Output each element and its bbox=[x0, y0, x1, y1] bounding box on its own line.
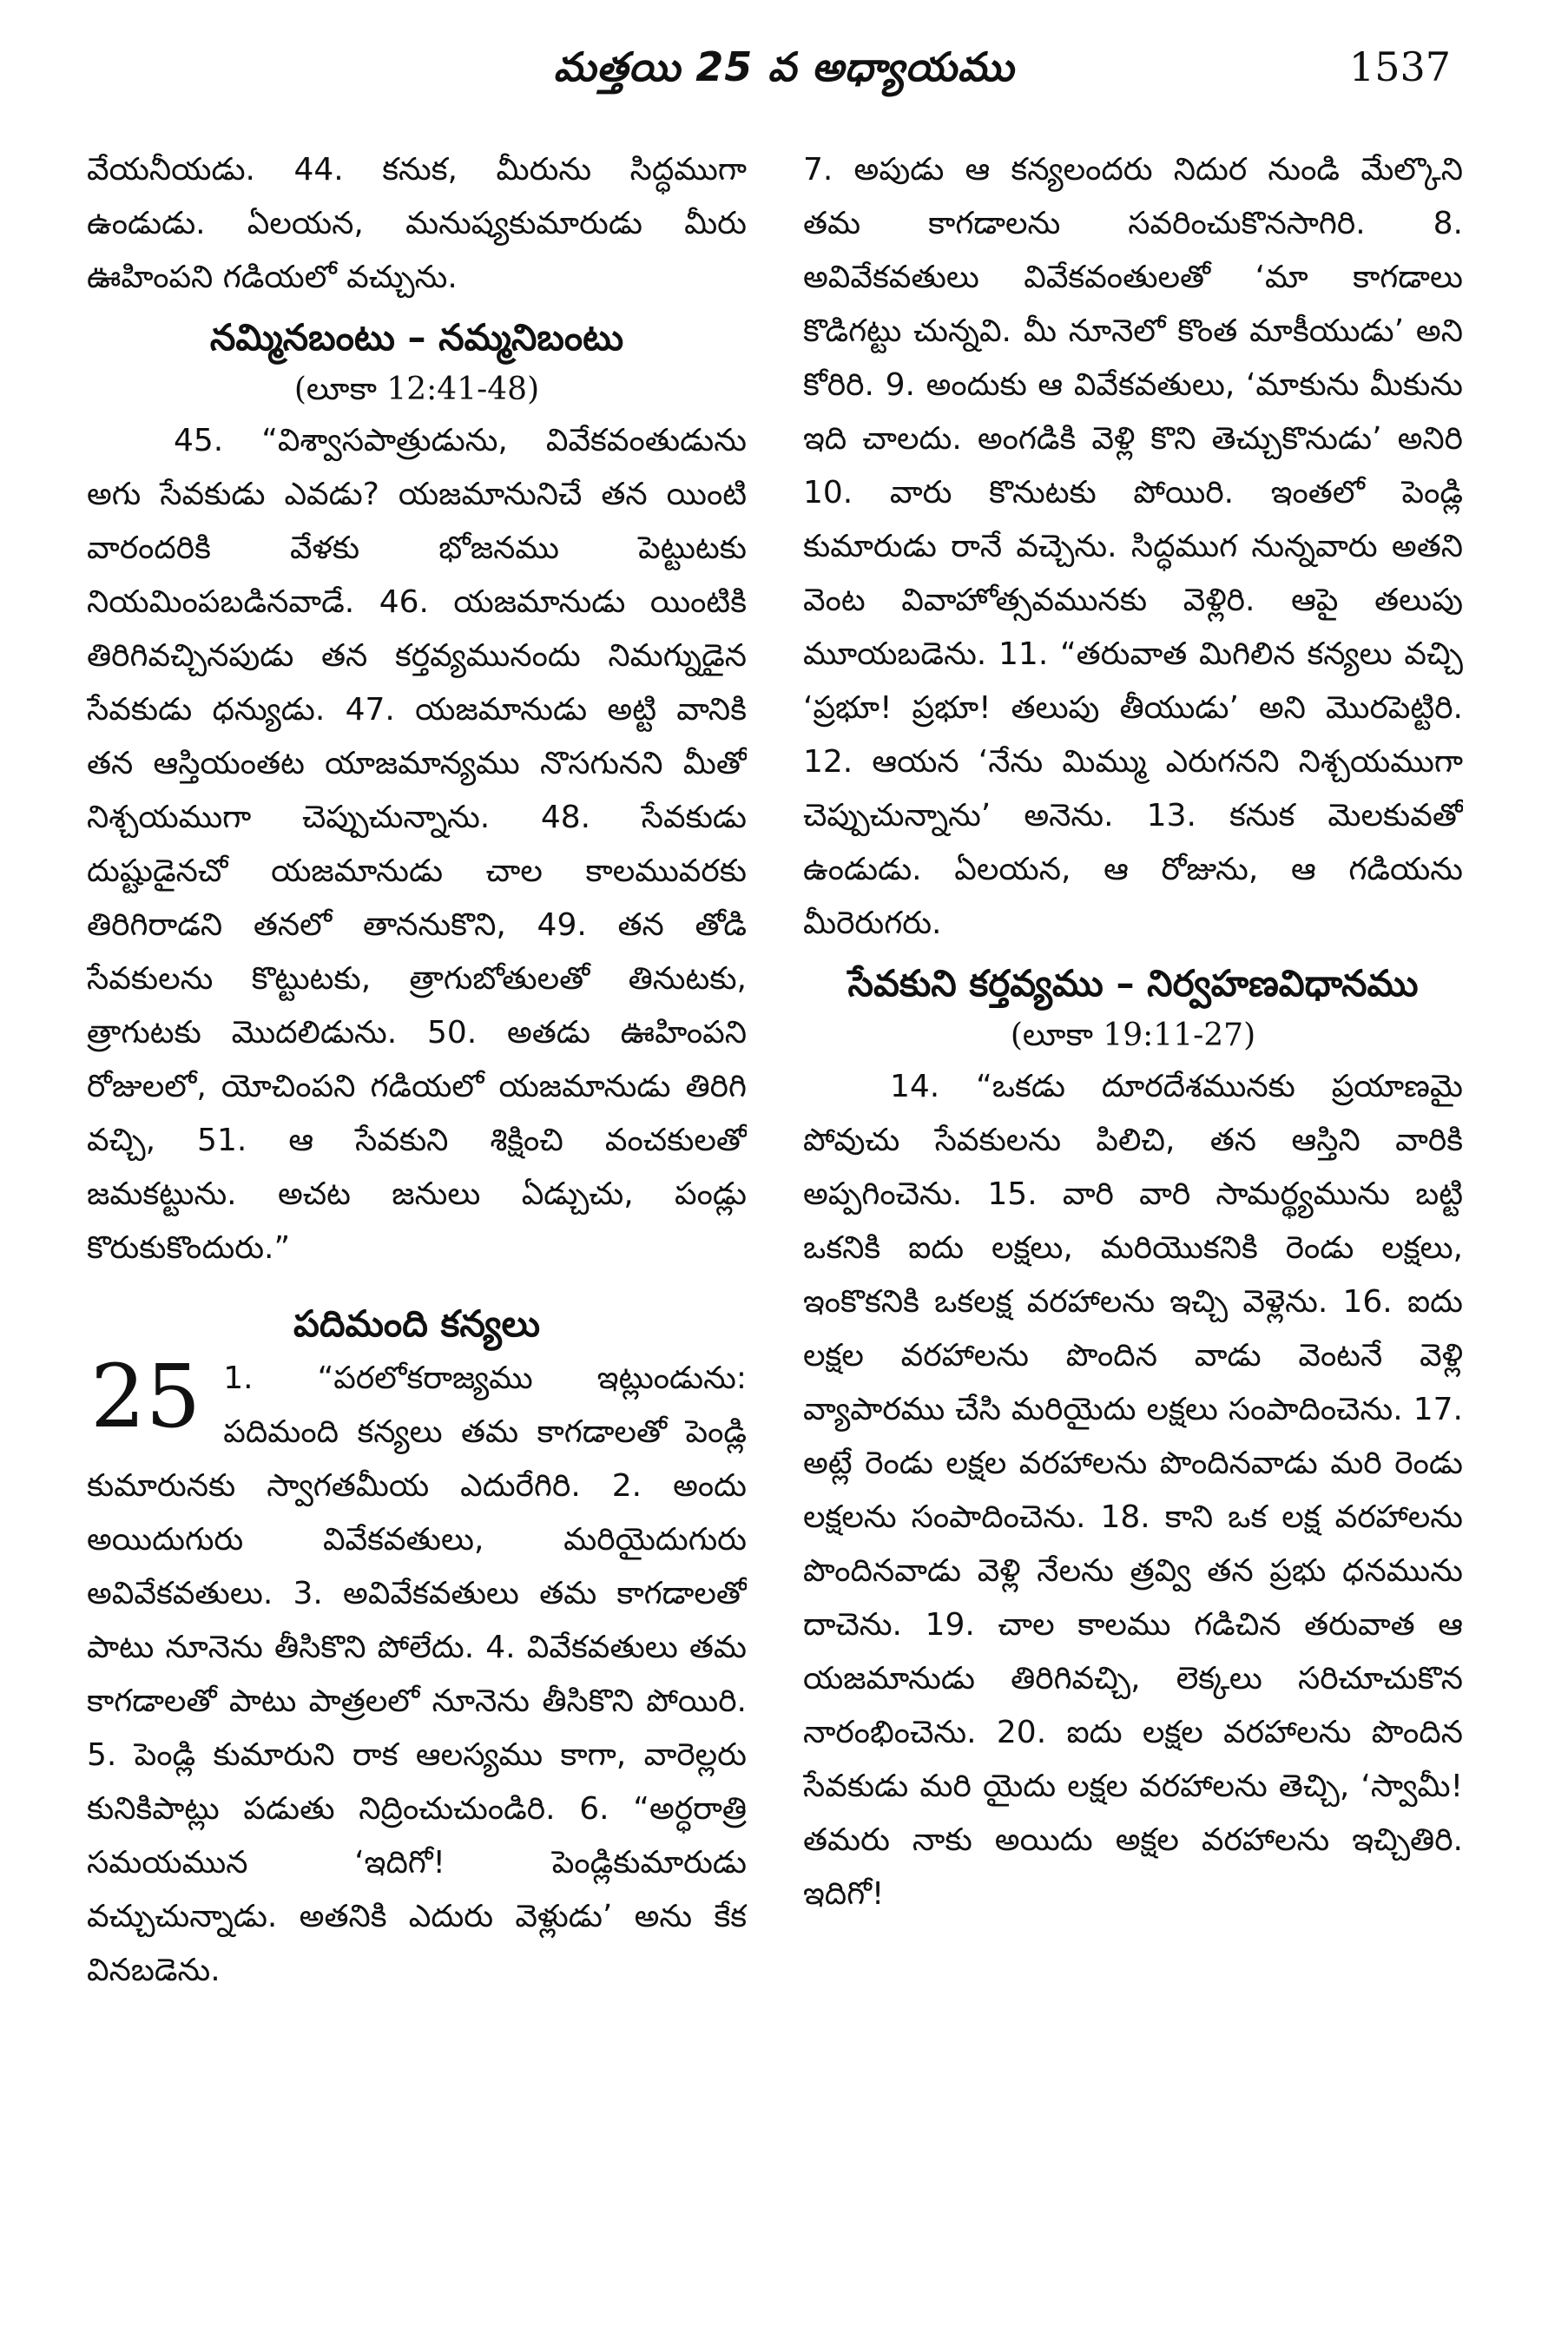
section-reference: (లూకా 19:11-27) bbox=[1010, 1018, 1256, 1053]
paragraph-talents: 14. “ఒకడు దూరదేశమునకు ప్రయాణమై పోవుచు సేవకులను పిలిచి, తన ఆస్తిని వారికి అప్పగించెను. 15. వారి వారి సామర్థ్యమును బట్టి ఒకనికి ఐదు లక్షలు, మరియొకనికి రెండు లక్షలు, ఇంకొకనికి ఒకలక్ష వరహాలను ఇచ్చి వెళ్లెను. 16. ఐదు లక్షల వరహాలను పొందిన వాడు వెంటనే వెళ్లి వ్యాపారము చేసి మరియైదు లక్షలు సంపాదించెను. 17. అట్లే రెండు లక్షల వరహాలను పొందినవాడు మరి రెండు లక్షలను సంపాదించెను. 18. కాని ఒక లక్ష వరహాలను పొందినవాడు వెళ్లి నేలను త్రవ్వి తన ప్రభు ధనమును దాచెను. 19. చాల కాలము గడిచిన తరువాత ఆ యజమానుడు తిరిగివచ్చి, లెక్కలు సరిచూచుకొన నారంభించెను. 20. ఐదు లక్షల వరహాలను పొందిన సేవకుడు మరి యైదు లక్షల వరహాలను తెచ్చి, ‘స్వామీ! తమరు నాకు అయిదు అక్షల వరహాలను ఇచ్చితిరి. ఇదిగో! bbox=[803, 1069, 1463, 1912]
page-number: 1537 bbox=[1348, 43, 1451, 90]
section-heading-faithful-servant: నమ్మినబంటు – నమ్మనిబంటు bbox=[209, 316, 624, 359]
section-heading-servant-duty: సేవకుని కర్తవ్యము – నిర్వహణవిధానము bbox=[847, 962, 1419, 1005]
paragraph-faithful-servant: 45. “విశ్వాసపాత్రుడును, వివేకవంతుడును అగు సేవకుడు ఎవడు? యజమానునిచే తన యింటి వారందరికి వేళకు భోజనము పెట్టుటకు నియమింపబడినవాడే. 46. యజమానుడు యింటికి తిరిగివచ్చినపుడు తన కర్తవ్యమునందు నిమగ్నుడైన సేవకుడు ధన్యుడు. 47. యజమానుడు అట్టి వానికి తన ఆస్తియంతట యాజమాన్యము నొసగునని మీతో నిశ్చయముగా చెప్పుచున్నాను. 48. సేవకుడు దుష్టుడైనచో యజమానుడు చాల కాలమువరకు తిరిగిరాడని తనలో తాననుకొని, 49. తన తోడి సేవకులను కొట్టుటకు, త్రాగుబోతులతో తినుటకు, త్రాగుటకు మొదలిడును. 50. అతడు ఊహింపని రోజులలో, యోచింపని గడియలో యజమానుడు తిరిగి వచ్చి, 51. ఆ సేవకుని శిక్షించి వంచకులతో జమకట్టును. అచట జనులు ఏడ్చుచు, పండ్లు కొరుకుకొందురు.” bbox=[87, 423, 747, 1266]
running-title: మత్తయి 25 వ అధ్యాయము bbox=[553, 43, 1015, 90]
page-header bbox=[0, 35, 1568, 113]
section-reference: (లూకా 12:41-48) bbox=[293, 372, 540, 407]
section-heading-ten-virgins: పదిమంది కన్యలు bbox=[293, 1302, 540, 1345]
right-column bbox=[803, 143, 1463, 2331]
chapter-number: 25 bbox=[90, 1346, 201, 1447]
paragraph-continued: 7. అపుడు ఆ కన్యలందరు నిదుర నుండి మేల్కొని తమ కాగడాలను సవరించుకొనసాగిరి. 8. అవివేకవతులు వివేకవంతులతో ‘మా కాగడాలు కొడిగట్టు చున్నవి. మీ నూనెలో కొంత మాకీయుడు’ అని కోరిరి. 9. అందుకు ఆ వివేకవతులు, ‘మాకును మీకును ఇది చాలదు. అంగడికి వెళ్లి కొని తెచ్చుకొనుడు’ అనిరి 10. వారు కొనుటకు పోయిరి. ఇంతలో పెండ్లి కుమారుడు రానే వచ్చెను. సిద్ధముగ నున్నవారు అతని వెంట వివాహోత్సవమునకు వెళ్లిరి. ఆపై తలుపు మూయబడెను. 11. “తరువాత మిగిలిన కన్యలు వచ్చి ‘ప్రభూ! ప్రభూ! తలుపు తీయుడు’ అని మొరపెట్టిరి. 12. ఆయన ‘నేను మిమ్ము ఎరుగనని నిశ్చయముగా చెప్పుచున్నాను’ అనెను. 13. కనుక మెలకువతో ఉండుడు. ఏలయన, ఆ రోజును, ఆ గడియను మీరెరుగరు. bbox=[803, 152, 1463, 941]
paragraph-opening: వేయనీయడు. 44. కనుక, మీరును సిద్ధముగా ఉండుడు. ఏలయన, మనుష్యకుమారుడు మీరు ఊహింపని గడియలో వచ్చును. bbox=[87, 152, 747, 295]
left-column bbox=[87, 143, 747, 2331]
paragraph-ten-virgins: 1. “పరలోకరాజ్యము ఇట్లుండును: పదిమంది కన్యలు తమ కాగడాలతో పెండ్లి కుమారునకు స్వాగతమీయ ఎదురేగిరి. 2. అందు అయిదుగురు వివేకవతులు, మరియైదుగురు అవివేకవతులు. 3. అవివేకవతులు తమ కాగడాలతో పాటు నూనెను తీసికొని పోలేదు. 4. వివేకవతులు తమ కాగడాలతో పాటు పాత్రలలో నూనెను తీసికొని పోయిరి. 5. పెండ్లి కుమారుని రాక ఆలస్యము కాగా, వారెల్లరు కునికిపాట్లు పడుతు నిద్రించుచుండిరి. 6. “అర్ధరాత్రి సమయమున ‘ఇదిగో! పెండ్లికుమారుడు వచ్చుచున్నాడు. అతనికి ఎదురు వెళ్లుడు’ అను కేక వినబడెను. bbox=[87, 1360, 747, 1988]
chapter-start bbox=[87, 1346, 747, 1998]
